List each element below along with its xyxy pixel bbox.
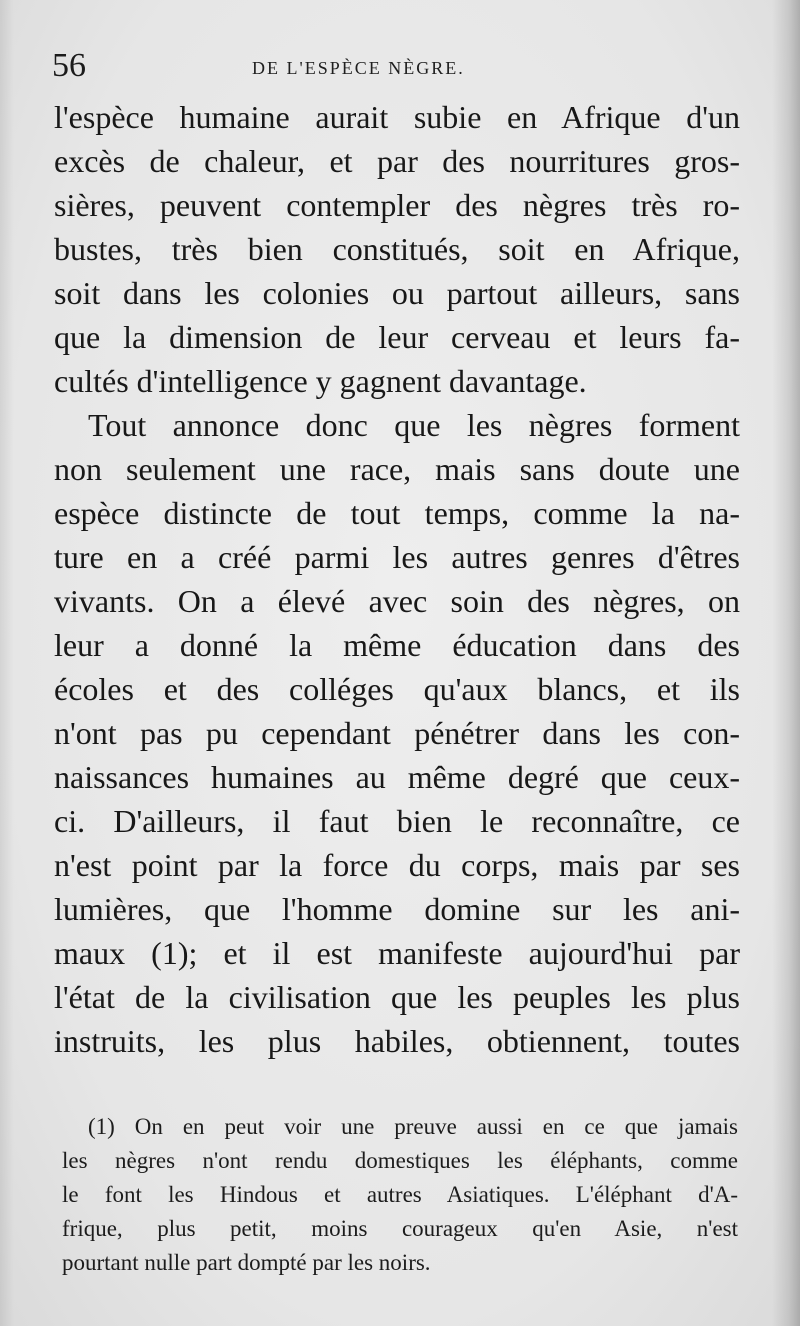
footnote-line: pourtant nulle part dompté par les noirs.	[62, 1250, 431, 1275]
footnote-line: (1) On en peut voir une preuve aussi en ce que jamais	[88, 1114, 738, 1139]
text-line: l'état de la civilisation que les peuples les plus	[54, 979, 740, 1015]
footnote-line: frique, plus petit, moins courageux qu'en Asie, n'est	[62, 1216, 738, 1241]
text-line: cultés d'intelligence y gagnent davantage.	[54, 363, 587, 399]
text-line: n'ont pas pu cependant pénétrer dans les con-	[54, 715, 740, 751]
text-line: Tout annonce donc que les nègres forment	[88, 407, 740, 443]
text-line: maux (1); et il est manifeste aujourd'hui par	[54, 935, 740, 971]
text-line: ture en a créé parmi les autres genres d'êtres	[54, 539, 740, 575]
page-header	[52, 44, 740, 94]
page-left-shadow	[0, 0, 14, 1326]
footnote	[62, 1110, 738, 1280]
text-line: que la dimension de leur cerveau et leurs fa-	[54, 319, 740, 355]
text-line: ci. D'ailleurs, il faut bien le reconnaître, ce	[54, 803, 740, 839]
text-line: bustes, très bien constitués, soit en Afrique,	[54, 231, 740, 267]
text-line: l'espèce humaine aurait subie en Afrique d'un	[54, 99, 740, 135]
footnote-line: les nègres n'ont rendu domestiques les éléphants, comme	[62, 1148, 738, 1173]
text-line: soit dans les colonies ou partout ailleurs, sans	[54, 275, 740, 311]
text-line: n'est point par la force du corps, mais par ses	[54, 847, 740, 883]
page-right-shadow	[772, 0, 800, 1326]
text-line: non seulement une race, mais sans doute une	[54, 451, 740, 487]
text-line: sières, peuvent contempler des nègres très ro-	[54, 187, 740, 223]
footnote-line: le font les Hindous et autres Asiatiques. L'éléphant d'A-	[62, 1182, 738, 1207]
text-line: naissances humaines au même degré que ceux-	[54, 759, 740, 795]
main-text	[54, 95, 740, 1063]
text-line: instruits, les plus habiles, obtiennent, toutes	[54, 1023, 740, 1059]
text-line: lumières, que l'homme domine sur les ani-	[54, 891, 740, 927]
running-title: DE L'ESPÈCE NÈGRE.	[252, 58, 465, 78]
page-number: 56	[52, 47, 86, 84]
text-line: leur a donné la même éducation dans des	[54, 627, 740, 663]
text-line: écoles et des colléges qu'aux blancs, et ils	[54, 671, 740, 707]
text-line: excès de chaleur, et par des nourritures gros-	[54, 143, 740, 179]
text-line: espèce distincte de tout temps, comme la na-	[54, 495, 740, 531]
text-line: vivants. On a élevé avec soin des nègres, on	[54, 583, 740, 619]
